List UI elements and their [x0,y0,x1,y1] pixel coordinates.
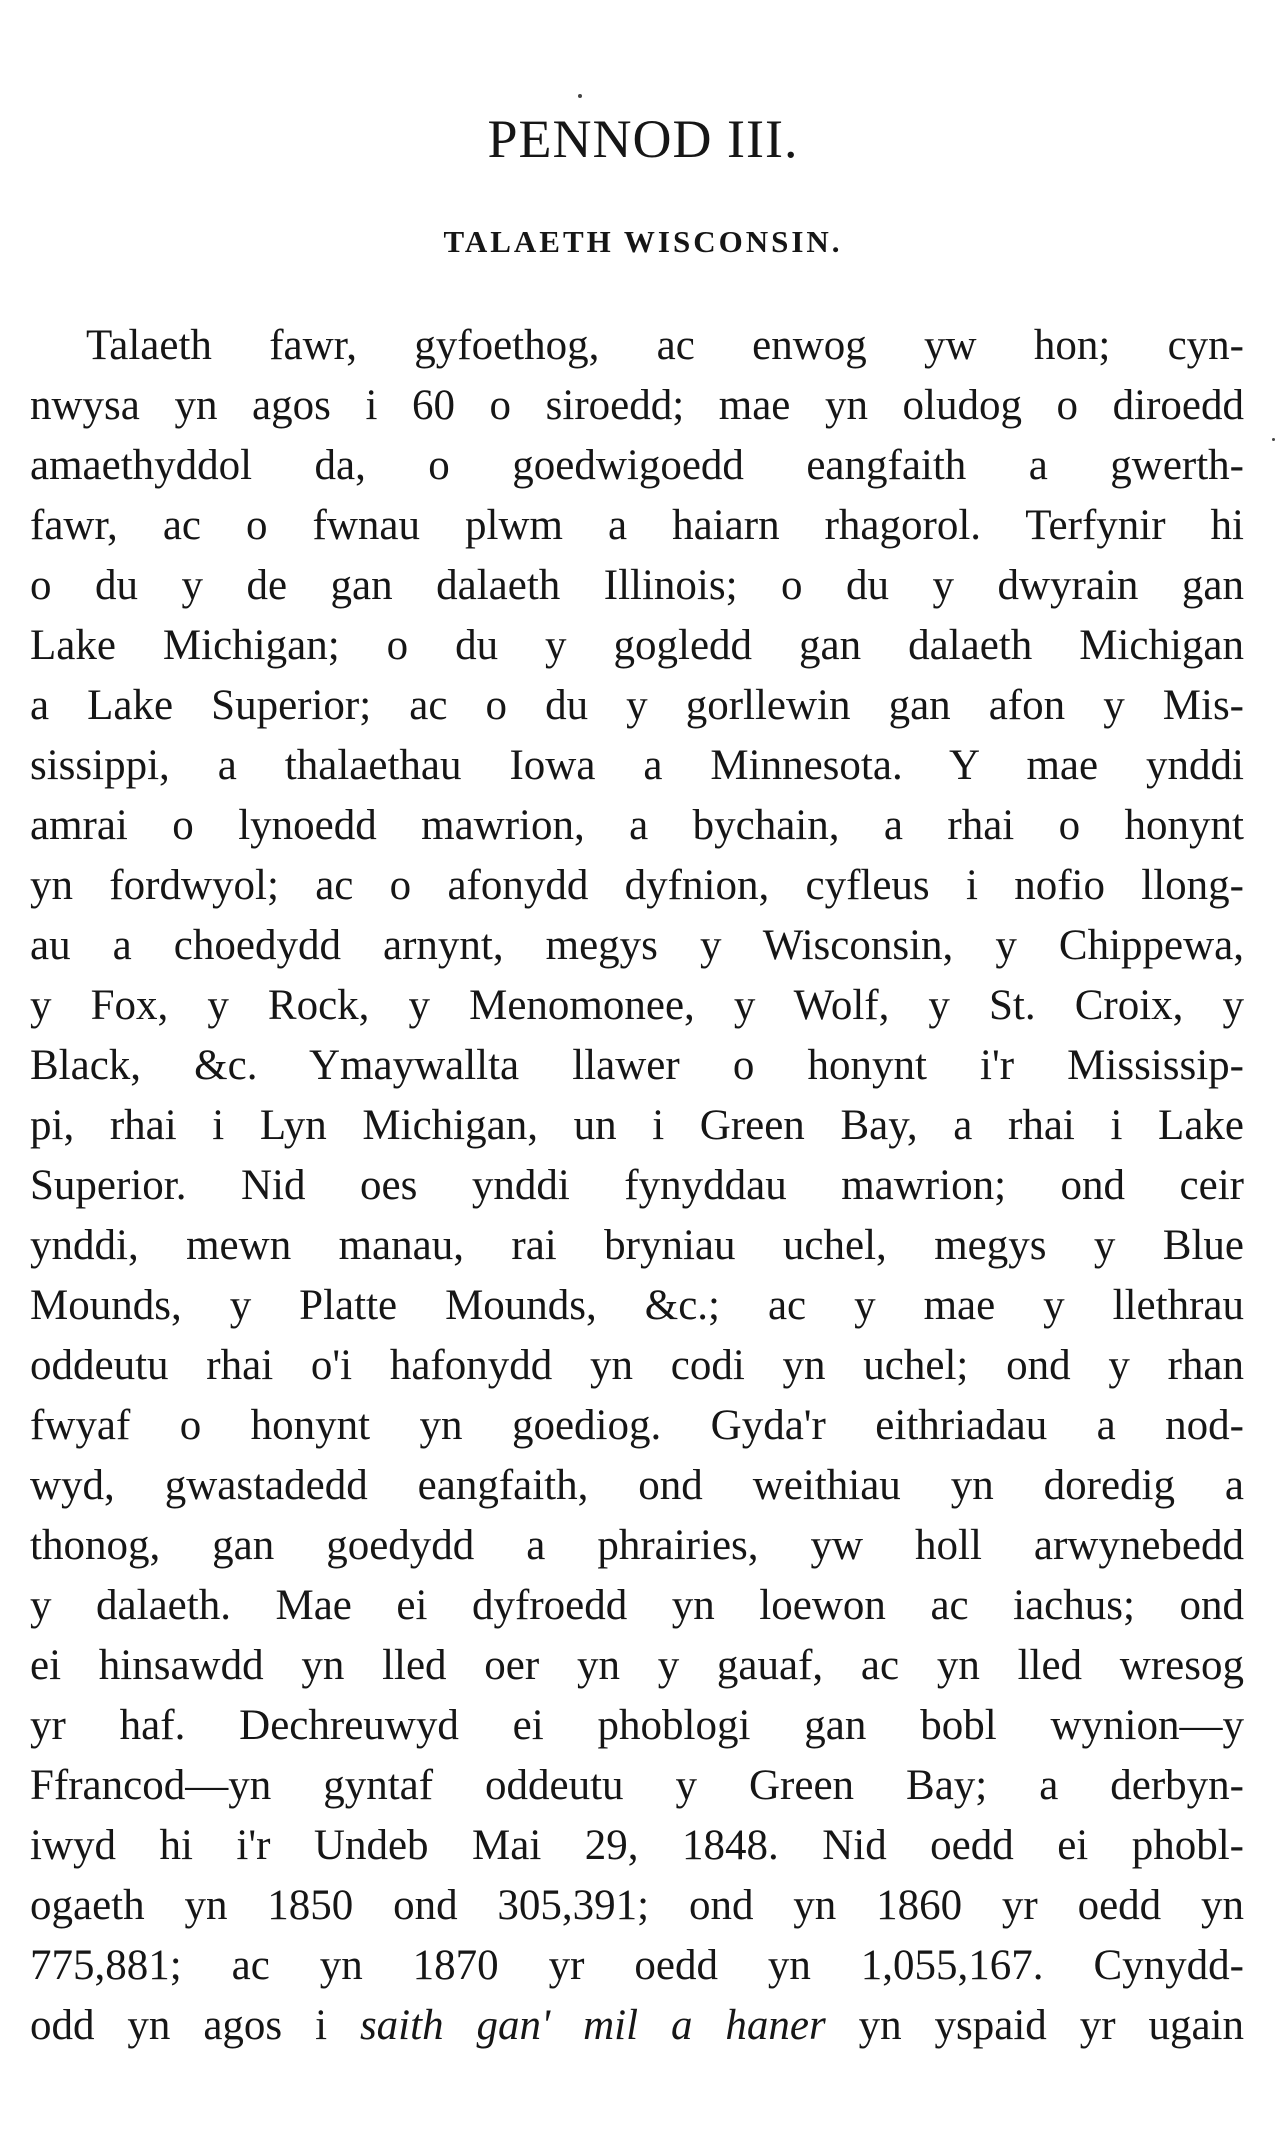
text-line: pi, rhai i Lyn Michigan, un i Green Bay, a rhai i Lake [30,1102,1244,1149]
text-line: Mounds, y Platte Mounds, &c.; ac y mae y llethrau [30,1282,1244,1329]
text-line: ynddi, mewn manau, rai bryniau uchel, megys y Blue [30,1222,1244,1269]
text-line: iwyd hi i'r Undeb Mai 29, 1848. Nid oedd ei phobl- [30,1822,1244,1869]
print-speck [578,94,582,98]
text-line: y dalaeth. Mae ei dyfroedd yn loewon ac iachus; ond [30,1582,1244,1629]
print-speck [1272,438,1275,441]
text-line: Black, &c. Ymaywallta llawer o honynt i'r Mississip- [30,1042,1244,1089]
text-line: oddeutu rhai o'i hafonydd yn codi yn uchel; ond y rhan [30,1342,1244,1389]
text-line: ei hinsawdd yn lled oer yn y gauaf, ac yn lled wresog [30,1642,1244,1689]
text-line: yr haf. Dechreuwyd ei phoblogi gan bobl wynion—y [30,1702,1244,1749]
text-line: yn fordwyol; ac o afonydd dyfnion, cyfleus i nofio llong- [30,862,1244,909]
text-line: au a choedydd arnynt, megys y Wisconsin, y Chippewa, [30,922,1244,969]
text-line: amrai o lynoedd mawrion, a bychain, a rhai o honynt [30,802,1244,849]
text-line: Ffrancod—yn gyntaf oddeutu y Green Bay; a derbyn- [30,1762,1244,1809]
text-line: sissippi, a thalaethau Iowa a Minnesota. Y mae ynddi [30,742,1244,789]
text-line: thonog, gan goedydd a phrairies, yw holl arwynebedd [30,1522,1244,1569]
text-line: o du y de gan dalaeth Illinois; o du y dwyrain gan [30,562,1244,609]
italic-phrase: saith gan' mil a haner [359,2002,826,2049]
text-run: yn yspaid yr ugain [825,2002,1244,2049]
text-line-last [30,1996,1244,2056]
text-line: Lake Michigan; o du y gogledd gan dalaeth Michigan [30,622,1244,669]
chapter-title: PENNOD III. [487,109,799,169]
text-line: 775,881; ac yn 1870 yr oedd yn 1,055,167. Cynydd- [30,1942,1244,1989]
text-line: fwyaf o honynt yn goediog. Gyda'r eithriadau a nod- [30,1402,1244,1449]
text-line: amaethyddol da, o goedwigoedd eangfaith a gwerth- [30,442,1244,489]
text-line: Superior. Nid oes ynddi fynyddau mawrion; ond ceir [30,1162,1244,1209]
text-line: ogaeth yn 1850 ond 305,391; ond yn 1860 yr oedd yn [30,1882,1244,1929]
text-line: a Lake Superior; ac o du y gorllewin gan afon y Mis- [30,682,1244,729]
section-title: TALAETH WISCONSIN. [443,224,843,259]
text-line: wyd, gwastadedd eangfaith, ond weithiau yn doredig a [30,1462,1244,1509]
text-line: fawr, ac o fwnau plwm a haiarn rhagorol. Terfynir hi [30,502,1244,549]
text-run: odd yn agos i [30,2002,360,2049]
text-line: Talaeth fawr, gyfoethog, ac enwog yw hon; cyn- [86,322,1244,369]
text-line: y Fox, y Rock, y Menomonee, y Wolf, y St. Croix, y [30,982,1244,1029]
text-line: nwysa yn agos i 60 o siroedd; mae yn oludog o diroedd [30,382,1244,429]
